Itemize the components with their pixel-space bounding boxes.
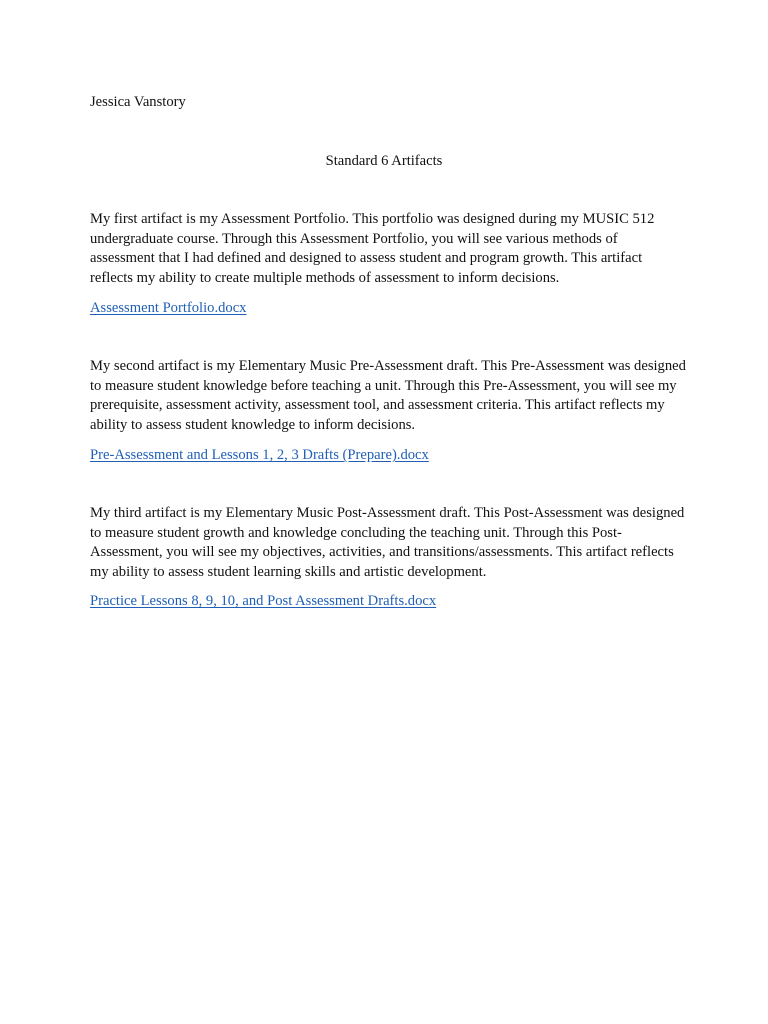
artifact-paragraph-3: My third artifact is my Elementary Music Post-Assessment draft. This Post-Assessment was designed to measure student growth and knowledge concluding the teaching unit. Through this Post-Assessment, you will see my objectives, activities, and transitions/assessments. This artifact reflects my ability to assess student learning skills and artistic development. — [90, 505, 685, 580]
post-assessment-link[interactable]: Practice Lessons 8, 9, 10, and Post Assessment Drafts.docx — [90, 593, 437, 609]
artifact-paragraph-2: My second artifact is my Elementary Music Pre-Assessment draft. This Pre-Assessment was designed to measure student knowledge before teaching a unit. Through this Pre-Assessment, you will see my prerequisite, assessment activity, assessment tool, and assessment criteria. This artifact reflects my ability to assess student knowledge to inform decisions. — [90, 358, 686, 433]
author-name: Jessica Vanstory — [90, 94, 186, 110]
document-title: Standard 6 Artifacts — [325, 153, 443, 169]
pre-assessment-link[interactable]: Pre-Assessment and Lessons 1, 2, 3 Drafts (Prepare).docx — [90, 447, 429, 463]
artifact-section-1 — [90, 210, 686, 288]
assessment-portfolio-link[interactable]: Assessment Portfolio.docx — [90, 300, 247, 316]
artifact-paragraph-1: My first artifact is my Assessment Portfolio. This portfolio was designed during my MUSIC 512 undergraduate course. Through this Assessment Portfolio, you will see various methods of assessment that I had defined and designed to assess student and program growth. This artifact reflects my ability to create multiple methods of assessment to inform decisions. — [90, 211, 655, 286]
artifact-section-2 — [90, 357, 686, 435]
artifact-section-3 — [90, 504, 686, 582]
